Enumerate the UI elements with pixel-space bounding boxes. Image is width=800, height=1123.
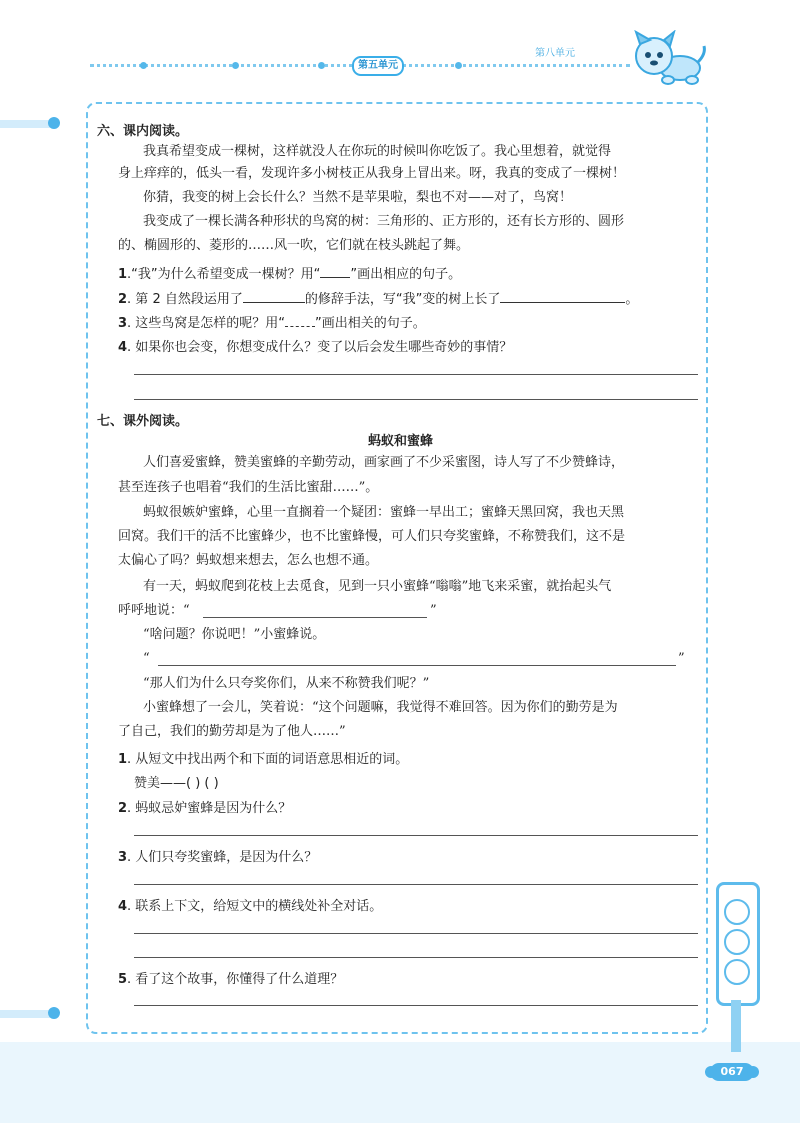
paragraph-line: 小蜜蜂想了一会儿，笑着说：“这个问题嘛，我觉得不难回答。因为你们的勤劳是为: [143, 700, 618, 715]
quote-close: ”: [430, 603, 437, 618]
section-6-title: 六、课内阅读。: [97, 124, 189, 139]
paragraph-line: 身上痒痒的，低头一看，发现许多小树枝正从我身上冒出来。呀，我真的变成了一棵树！: [118, 166, 626, 181]
question-4: 4. 联系上下文，给短文中的横线处补全对话。: [118, 899, 383, 914]
question-1: 1. 从短文中找出两个和下面的词语意思相近的词。: [118, 752, 409, 767]
question-2: 2. 第 2 自然段运用了 的修辞手法，写“我”变的树上长了 。: [118, 292, 639, 307]
section-7-title: 七、课外阅读。: [97, 414, 189, 429]
question-1: 1.“我”为什么希望变成一棵树？用“ ”画出相应的句子。: [118, 267, 462, 282]
answer-line[interactable]: [134, 933, 698, 934]
left-tab-knob: [48, 1007, 60, 1019]
paragraph-line: 的、椭圆形的、菱形的……风一吹，它们就在枝头跳起了舞。: [118, 238, 470, 253]
answer-line[interactable]: [134, 957, 698, 958]
header-dot: [232, 62, 239, 69]
traffic-light-stem: [731, 1000, 741, 1052]
synonym-blanks[interactable]: 赞美——( ) ( ): [134, 776, 219, 791]
unit-label-left: 第五单元: [352, 56, 404, 76]
paragraph-line: 蚂蚁很嫉妒蜜蜂，心里一直搁着一个疑团：蜜蜂一早出工；蜜蜂天黑回窝，我也天黑: [143, 505, 625, 520]
lamp-circle: [724, 929, 750, 955]
paragraph-line: 回窝。我们干的活不比蜜蜂少，也不比蜜蜂慢，可人们只夸奖蜜蜂，不称赞我们，这不是: [118, 529, 626, 544]
question-2: 2. 蚂蚁忌妒蜜蜂是因为什么？: [118, 801, 292, 816]
dialogue-blank-2[interactable]: [158, 665, 676, 666]
paragraph-line: 人们喜爱蜜蜂，赞美蜜蜂的辛勤劳动，画家画了不少采蜜图，诗人写了不少赞蜂诗，: [143, 455, 625, 470]
header-dot: [140, 62, 147, 69]
fill-blank[interactable]: [500, 290, 625, 303]
question-3: 3. 人们只夸奖蜜蜂，是因为什么？: [118, 850, 318, 865]
answer-line[interactable]: [134, 399, 698, 400]
paragraph-line: 有一天，蚂蚁爬到花枝上去觅食，见到一只小蜜蜂“嗡嗡”地飞来采蜜，就抬起头气: [143, 579, 612, 594]
paragraph-line: 呼呼地说：“: [118, 603, 190, 618]
paragraph-line: 甚至连孩子也唱着“我们的生活比蜜甜……”。: [118, 480, 379, 495]
story-title: 蚂蚁和蜜蜂: [368, 434, 434, 449]
fill-blank[interactable]: [243, 290, 305, 303]
answer-line[interactable]: [134, 1005, 698, 1006]
quote-open: “: [143, 651, 150, 666]
paragraph-line: 我真希望变成一棵树，这样就没人在你玩的时候叫你吃饭了。我心里想着，就觉得: [143, 144, 612, 159]
bottom-band: [0, 1042, 800, 1123]
puppy-mascot-icon: [628, 30, 708, 90]
quote-close: ”: [678, 651, 685, 666]
lamp-circle: [724, 959, 750, 985]
paragraph-line: 我变成了一棵长满各种形状的鸟窝的树：三角形的、正方形的，还有长方形的、圆形: [143, 214, 625, 229]
answer-line[interactable]: [134, 835, 698, 836]
unit-label-right: 第八单元: [535, 48, 575, 59]
paragraph-line: 了自己，我们的勤劳却是为了他人……”: [118, 724, 346, 739]
traffic-light-decoration: [716, 882, 760, 1006]
header-dot: [455, 62, 462, 69]
lamp-circle: [724, 899, 750, 925]
paragraph-line: 太偏心了吗？蚂蚁想来想去，怎么也想不通。: [118, 553, 379, 568]
question-3: 3. 这些鸟窝是怎样的呢？用“ ”画出相关的句子。: [118, 316, 426, 331]
dialogue-blank-1[interactable]: [203, 617, 427, 618]
answer-line[interactable]: [134, 374, 698, 375]
paragraph-line: “那人们为什么只夸奖你们，从来不称赞我们呢？”: [143, 676, 430, 691]
left-tab-knob: [48, 117, 60, 129]
header-dot: [318, 62, 325, 69]
answer-line[interactable]: [134, 884, 698, 885]
page-number: 067: [710, 1063, 754, 1081]
question-4: 4. 如果你也会变，你想变成什么？变了以后会发生哪些奇妙的事情？: [118, 340, 513, 355]
paragraph-line: “啥问题？你说吧！”小蜜蜂说。: [143, 627, 326, 642]
paragraph-line: 你猜，我变的树上会长什么？当然不是苹果啦，梨也不对——对了，鸟窝！: [143, 190, 573, 205]
question-5: 5. 看了这个故事，你懂得了什么道理？: [118, 972, 344, 987]
